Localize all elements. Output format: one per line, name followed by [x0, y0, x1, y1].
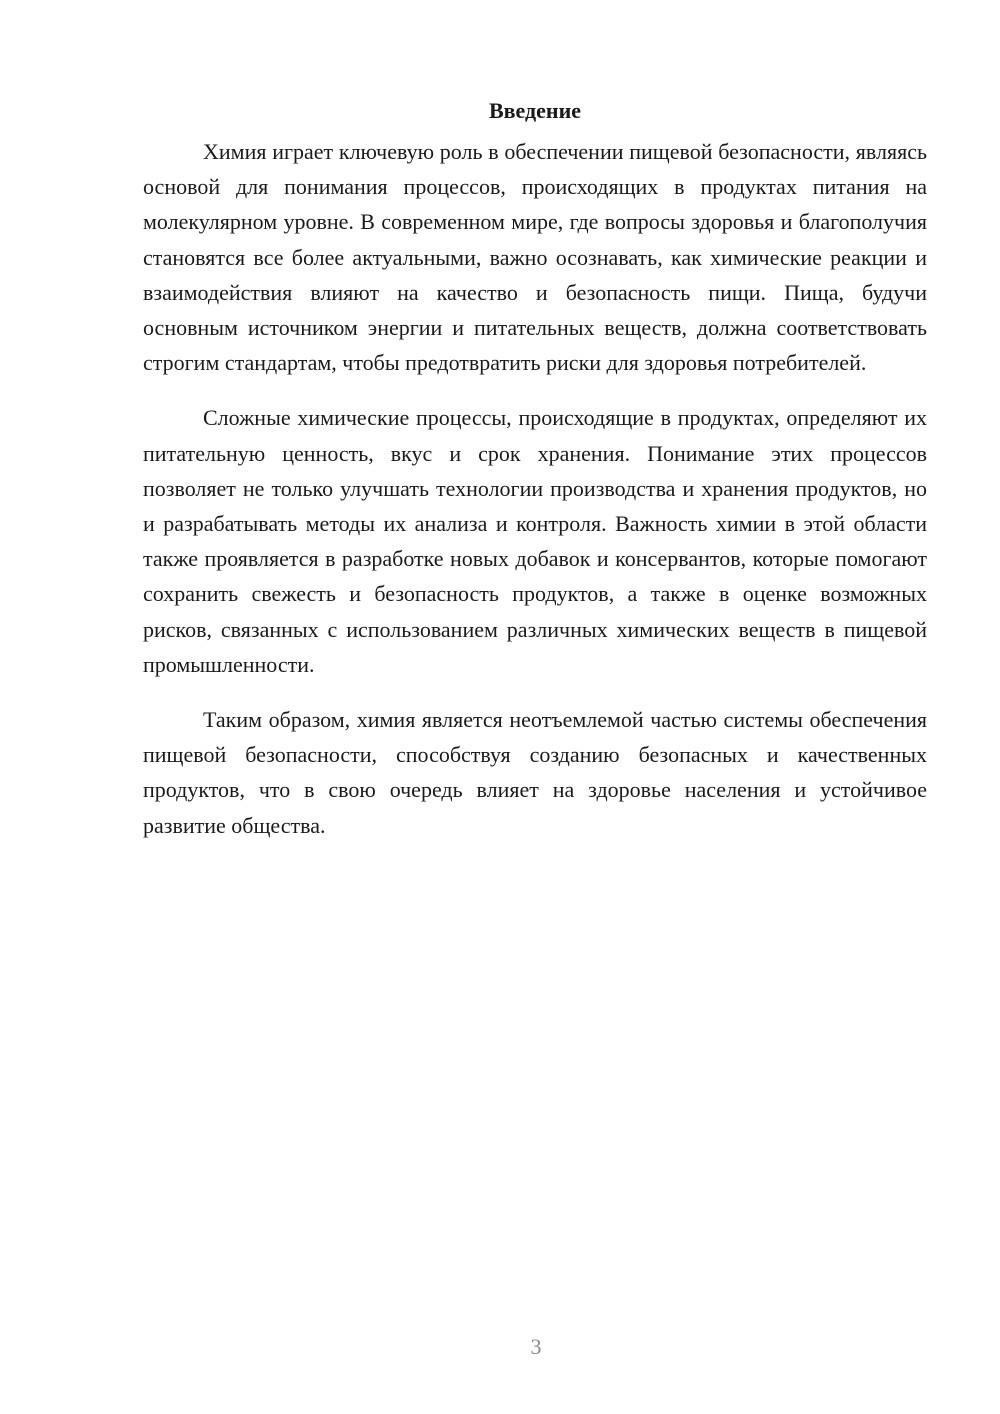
page-number: 3	[530, 1334, 542, 1359]
paragraph-3: Таким образом, химия является неотъемлемой частью системы обеспечения пищевой безопасности, способствуя созданию безопасных и качественных продуктов, что в свою очередь влияет на здоровье населения и устойчивое развитие общества.	[143, 707, 927, 838]
paragraph-2: Сложные химические процессы, происходящие в продуктах, определяют их питательную ценность, вкус и срок хранения. Понимание этих процессов позволяет не только улучшать технологии производства и хранения продуктов, но и разрабатывать методы их анализа и контроля. Важность химии в этой области также проявляется в разработке новых добавок и консервантов, которые помогают сохранить свежесть и безопасность продуктов, а также в оценке возможных рисков, связанных с использованием различных химических веществ в пищевой промышленности.	[143, 405, 927, 677]
page-content	[143, 96, 927, 863]
paragraph-1: Химия играет ключевую роль в обеспечении пищевой безопасности, являясь основой для понимания процессов, происходящих в продуктах питания на молекулярном уровне. В современном мире, где вопросы здоровья и благополучия становятся все более актуальными, важно осознавать, как химические реакции и взаимодействия влияют на качество и безопасность пищи. Пища, будучи основным источником энергии и питательных веществ, должна соответствовать строгим стандартам, чтобы предотвратить риски для здоровья потребителей.	[143, 139, 927, 376]
page-title: Введение	[488, 98, 582, 123]
